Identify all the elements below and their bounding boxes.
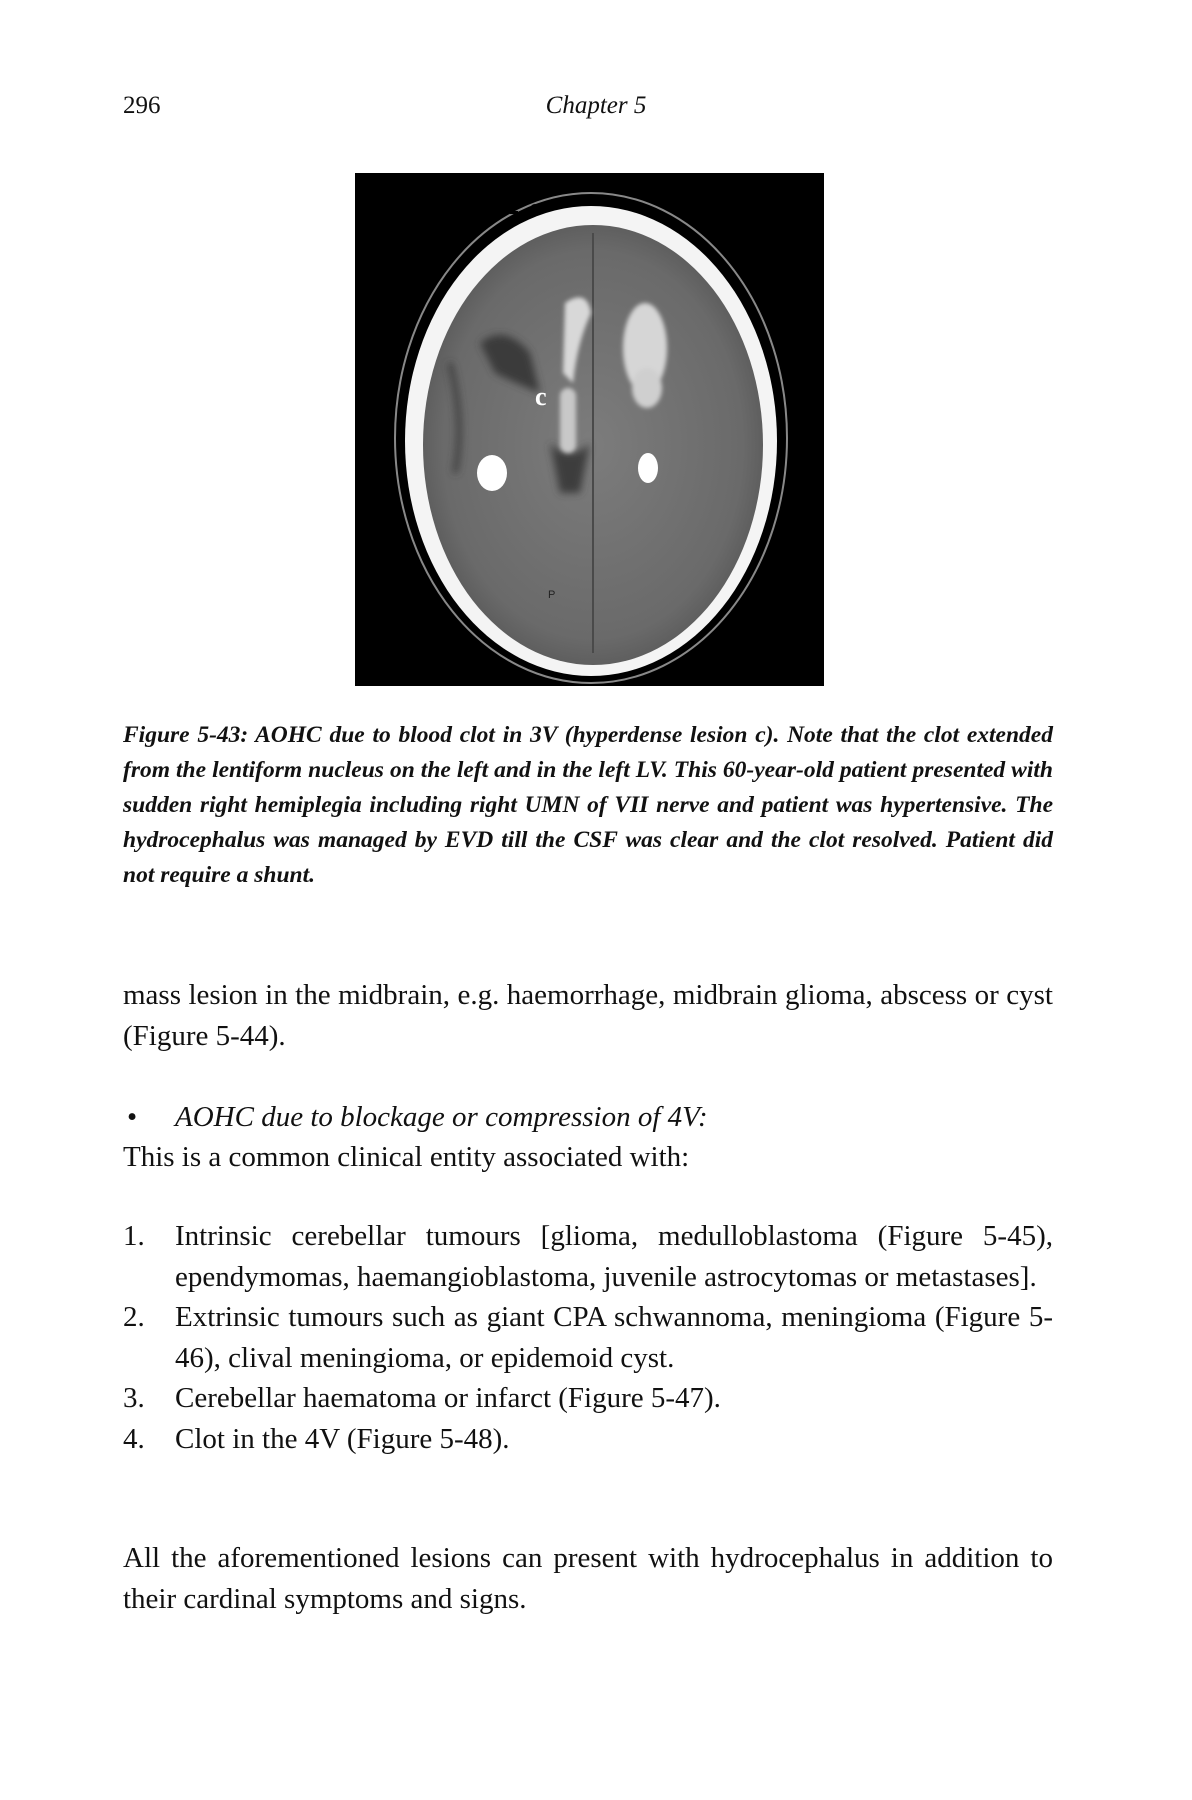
list-text: Intrinsic cerebellar tumours [glioma, medulloblastoma (Figure 5-45), ependymomas, haemangioblastoma, juvenile astrocytomas or metastases]. [175,1220,1053,1293]
ct-scan-image [355,173,824,686]
numbered-list [123,1216,1053,1459]
list-number: 1. [123,1220,145,1252]
list-item [123,1378,1053,1419]
list-text: Extrinsic tumours such as giant CPA schwannoma, meningioma (Figure 5-46), clival meningioma, or epidemoid cyst. [175,1301,1053,1374]
list-number: 4. [123,1422,145,1455]
list-item [123,1419,1053,1460]
list-item [123,1297,1053,1378]
posterior-marker: P [548,589,556,601]
list-item [123,1216,1053,1297]
page-number: 296 [123,92,161,119]
list-text: Clot in the 4V (Figure 5-48). [175,1422,510,1455]
list-text: Cerebellar haematoma or infarct (Figure 5-47). [175,1382,721,1414]
ct-scan-figure [355,173,824,686]
paragraph: All the aforementioned lesions can present with hydrocephalus in addition to their cardinal symptoms and signs. [123,1542,1053,1615]
bullet-heading: AOHC due to blockage or compression of 4V: [175,1101,708,1133]
paragraph: mass lesion in the midbrain, e.g. haemorrhage, midbrain glioma, abscess or cyst (Figure 5-44). [123,979,1053,1052]
figure-caption: Figure 5-43: AOHC due to blood clot in 3V (hyperdense lesion c). Note that the clot extended from the lentiform nucleus on the left and in the left LV. This 60-year-old patient presented with sudden right hemiplegia including right UMN of VII nerve and patient was hypertensive. The hydrocephalus was managed by EVD till the CSF was clear and the clot resolved. Patient did not require a shunt. [123,722,1053,888]
lesion-label-c: c [535,382,547,411]
list-number: 3. [123,1382,145,1414]
list-number: 2. [123,1301,145,1333]
bullet-icon: • [127,1101,138,1133]
running-head: Chapter 5 [545,92,647,119]
bullet-intro: This is a common clinical entity associated with: [123,1141,690,1173]
